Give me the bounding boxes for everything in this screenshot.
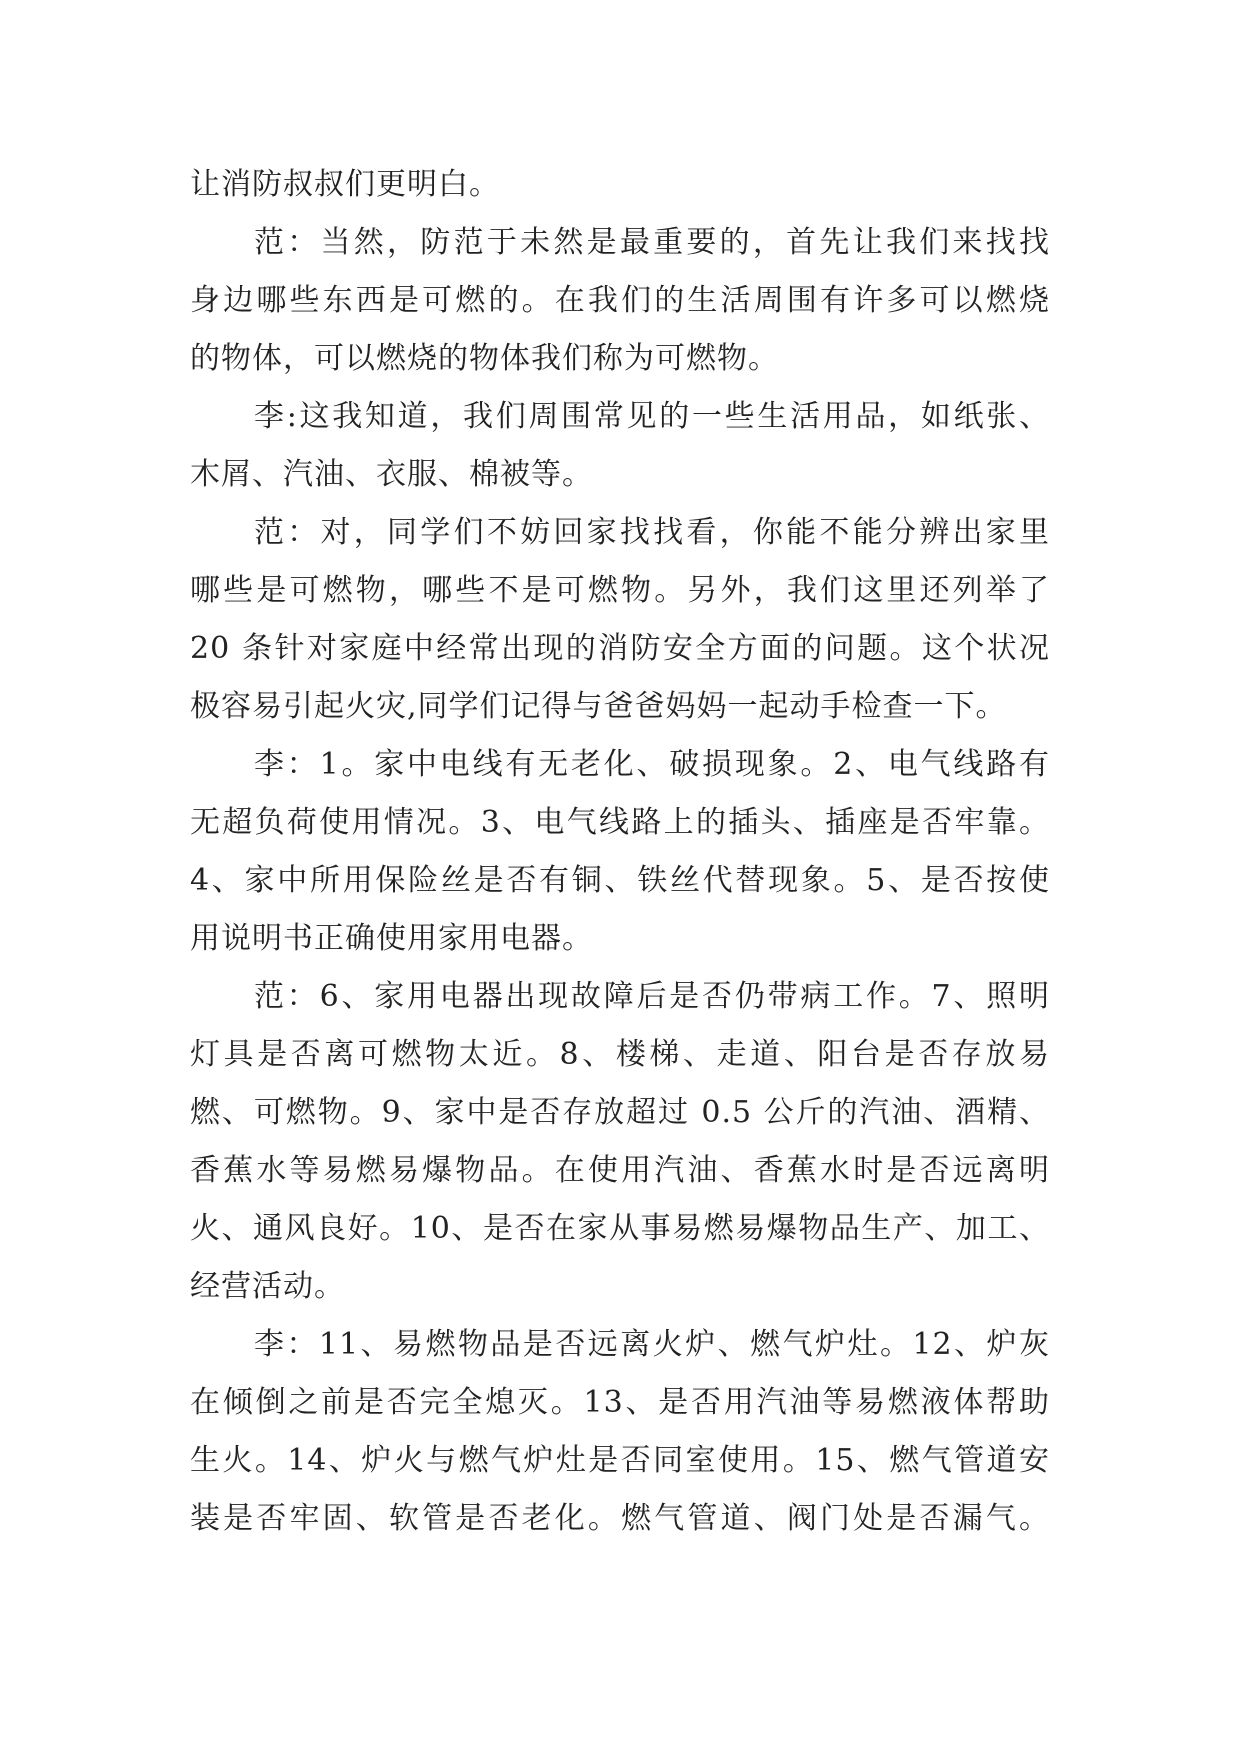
text-line: 极容易引起火灾,同学们记得与爸爸妈妈一起动手检查一下。 (190, 689, 1007, 724)
text-line: 的物体，可以燃烧的物体我们称为可燃物。 (190, 341, 779, 376)
document-body (190, 156, 1050, 1548)
text-line: 灯具是否离可燃物太近。8、楼梯、走道、阳台是否存放易 (190, 1037, 1050, 1072)
text-line: 范：对，同学们不妨回家找找看，你能不能分辨出家里 (254, 515, 1050, 550)
text-line: 4、家中所用保险丝是否有铜、铁丝代替现象。5、是否按使 (190, 863, 1050, 898)
text-line: 经营活动。 (190, 1269, 345, 1304)
text-line: 让消防叔叔们更明白。 (190, 167, 500, 202)
text-line: 燃、可燃物。9、家中是否存放超过 0.5 公斤的汽油、酒精、 (190, 1095, 1050, 1130)
text-line: 生火。14、炉火与燃气炉灶是否同室使用。15、燃气管道安 (190, 1443, 1050, 1478)
text-line: 李：1。家中电线有无老化、破损现象。2、电气线路有 (254, 747, 1050, 782)
text-line: 无超负荷使用情况。3、电气线路上的插头、插座是否牢靠。 (190, 805, 1050, 840)
text-line: 李：11、易燃物品是否远离火炉、燃气炉灶。12、炉灰 (254, 1327, 1050, 1362)
text-line: 火、通风良好。10、是否在家从事易燃易爆物品生产、加工、 (190, 1211, 1050, 1246)
text-line: 身边哪些东西是可燃的。在我们的生活周围有许多可以燃烧 (190, 283, 1050, 318)
text-line: 20 条针对家庭中经常出现的消防安全方面的问题。这个状况 (190, 631, 1050, 666)
text-line: 在倾倒之前是否完全熄灭。13、是否用汽油等易燃液体帮助 (190, 1385, 1050, 1420)
text-line: 木屑、汽油、衣服、棉被等。 (190, 457, 593, 492)
text-line: 范：6、家用电器出现故障后是否仍带病工作。7、照明 (254, 979, 1050, 1014)
text-line: 装是否牢固、软管是否老化。燃气管道、阀门处是否漏气。 (190, 1501, 1050, 1536)
text-line: 哪些是可燃物，哪些不是可燃物。另外，我们这里还列举了 (190, 573, 1050, 608)
text-line: 范：当然，防范于未然是最重要的，首先让我们来找找 (254, 225, 1050, 260)
text-line: 香蕉水等易燃易爆物品。在使用汽油、香蕉水时是否远离明 (190, 1153, 1050, 1188)
text-line: 李:这我知道，我们周围常见的一些生活用品，如纸张、 (254, 399, 1050, 434)
text-line: 用说明书正确使用家用电器。 (190, 921, 593, 956)
